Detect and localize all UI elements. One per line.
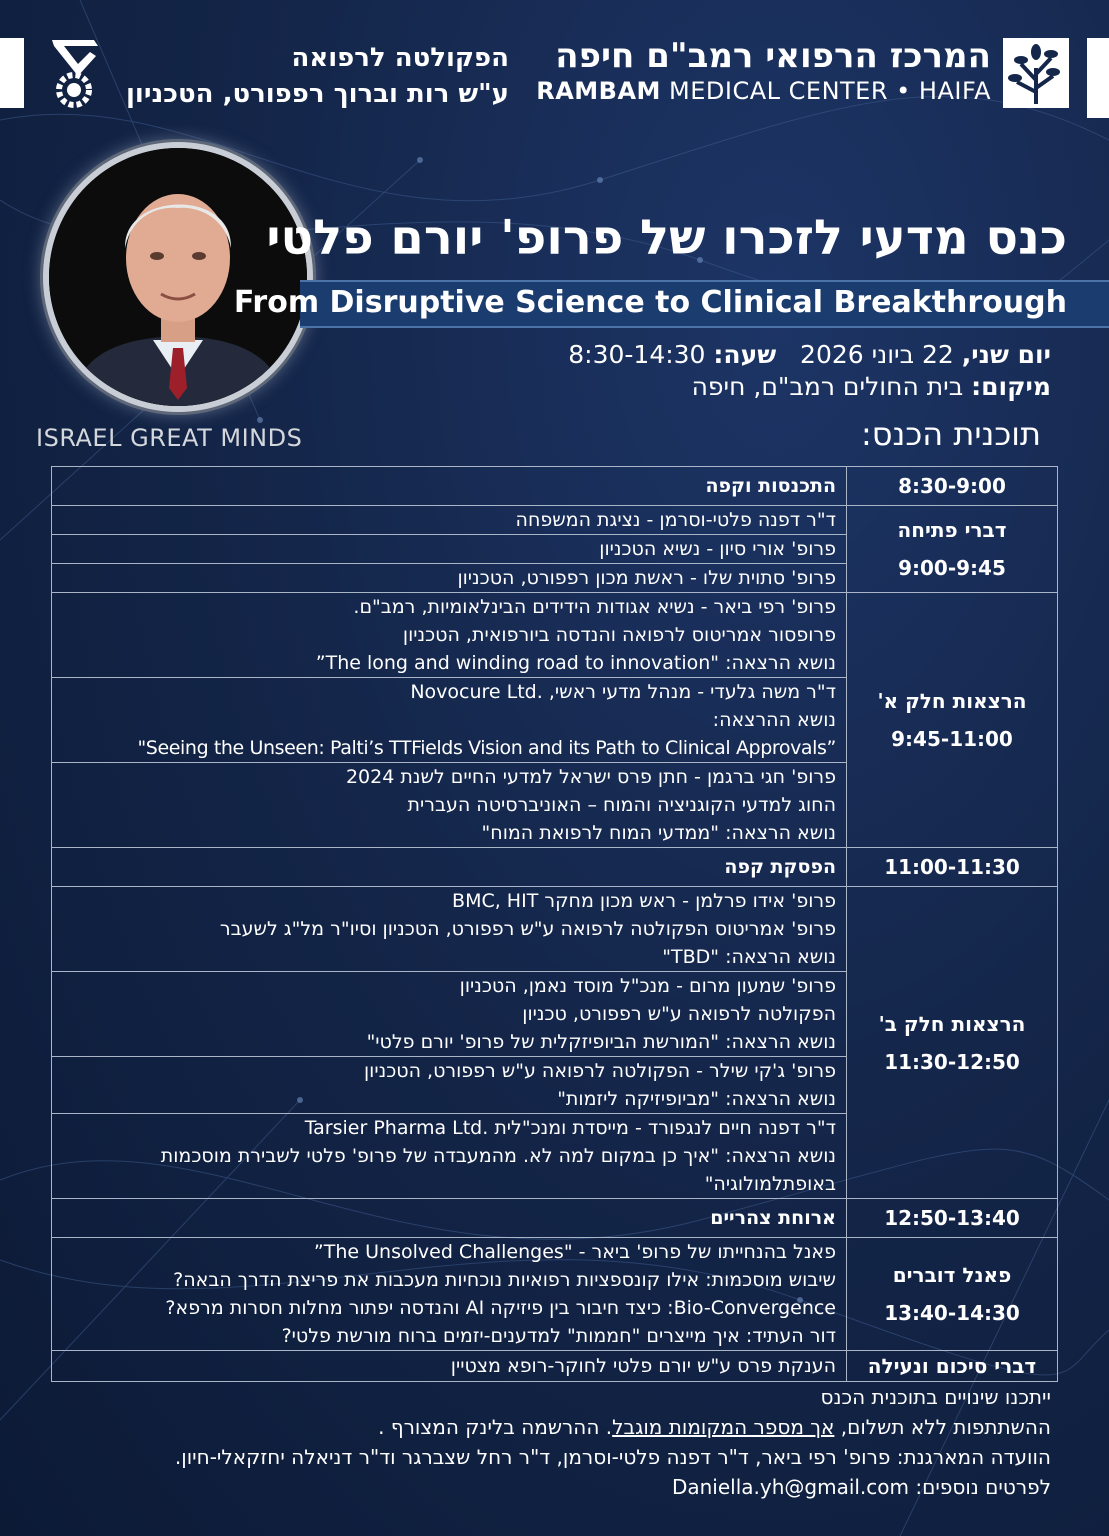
time-range: 8:30-9:00 bbox=[898, 474, 1006, 498]
session-label: הרצאות חלק א' bbox=[877, 689, 1027, 713]
right-edge-bar bbox=[1087, 38, 1109, 118]
content-cell bbox=[52, 1114, 847, 1199]
time-cell bbox=[847, 1238, 1058, 1351]
content-cell bbox=[52, 506, 847, 535]
schedule-table bbox=[51, 466, 1058, 1382]
speaker-line: פרופ' אידו פרלמן - ראש מכון מחקר BMC, HIT bbox=[452, 890, 836, 912]
registration-text: ההשתתפות ללא תשלום, bbox=[834, 1415, 1051, 1439]
rambam-tree-logo-icon bbox=[1003, 38, 1069, 108]
content-cell bbox=[52, 1057, 847, 1114]
event-date: 22 ביוני 2026 bbox=[800, 340, 962, 369]
time-range: 11:00-11:30 bbox=[884, 855, 1020, 879]
speaker-line: ד"ר דפנה חיים לנגפורד - מייסדת ומנכ"לית .Tarsier Pharma Ltd bbox=[304, 1117, 836, 1139]
time-cell bbox=[847, 848, 1058, 887]
time-cell bbox=[847, 887, 1058, 1199]
speaker-line: פרופ' חגי ברגמן - חתן פרס ישראל למדעי החיים לשנת 2024 bbox=[345, 766, 836, 788]
table-row bbox=[52, 593, 1058, 678]
time-range: 13:40-14:30 bbox=[884, 1301, 1020, 1325]
session-label: פאנל דוברים bbox=[892, 1263, 1012, 1287]
panel-line: דור העתיד: איך מייצרים "חממות" למדענים-יזמים ברוח מורשת פלטי? bbox=[281, 1325, 836, 1347]
contact-email[interactable]: Daniella.yh@gmail.com bbox=[671, 1475, 910, 1499]
table-row bbox=[52, 506, 1058, 535]
content-cell bbox=[52, 1199, 847, 1238]
event-location-line bbox=[692, 370, 1051, 404]
program-item: ארוחת צהריים bbox=[710, 1207, 836, 1229]
content-cell bbox=[52, 887, 847, 972]
footer-changes-note: ייתכנו שינויים בתוכנית הכנס bbox=[820, 1385, 1051, 1409]
content-cell bbox=[52, 467, 847, 506]
speaker-line: ד"ר משה גלעדי - מנהל מדעי ראשי, .Novocure Ltd bbox=[410, 681, 836, 703]
lecture-topic: נושא הרצאה: "איך כן במקום למה לא. מהמעבדה של פרופ' פלטי לשבירת מוסכמות bbox=[160, 1145, 836, 1167]
content-cell bbox=[52, 1238, 847, 1351]
footer-committee: הוועדה המארגנת: פרופ' רפי ביאר, ד"ר דפנה פלטי-וסרמן, ד"ר רחל שצברגר וד"ר דניאלה יחזקאלי-חיון. bbox=[174, 1445, 1051, 1469]
left-edge-bar bbox=[0, 38, 24, 108]
program-title: תוכנית הכנס: bbox=[860, 415, 1041, 453]
technion-logo-icon bbox=[44, 36, 104, 110]
panel-line: Bio-Convergence: כיצד חיבור בין פיזיקה AI והנדסה יפתור מחלות חסרות מרפא? bbox=[165, 1297, 836, 1319]
speaker-portrait bbox=[43, 142, 313, 412]
speaker-line: פרופ' אורי סיון - נשיא הטכניון bbox=[599, 538, 836, 560]
session-label: דברי פתיחה bbox=[897, 518, 1007, 542]
day-label: יום שני, bbox=[961, 340, 1051, 369]
content-cell bbox=[52, 763, 847, 848]
time-label: שעה: bbox=[713, 340, 777, 369]
time-cell bbox=[847, 593, 1058, 848]
speaker-line: פרופ' אמריטוס הפקולטה לרפואה ע"ש רפפורט, הטכניון וסיו"ר מל"ג לשעבר bbox=[219, 918, 836, 940]
footer-registration-note bbox=[175, 1412, 1051, 1442]
technion-line-1: הפקולטה לרפואה bbox=[291, 43, 509, 73]
content-cell bbox=[52, 564, 847, 593]
lecture-topic: נושא הרצאה: "TBD" bbox=[662, 946, 836, 968]
session-label: הרצאות חלק ב' bbox=[878, 1011, 1026, 1036]
content-cell bbox=[52, 535, 847, 564]
table-row bbox=[52, 1199, 1058, 1238]
lecture-topic-label: נושא ההרצאה: bbox=[712, 709, 836, 731]
panel-line: פאנל בהנחייתו של פרופ' ביאר - "The Unsolved Challenges” bbox=[313, 1241, 836, 1263]
technion-faculty-name bbox=[126, 40, 509, 112]
location-label: מיקום: bbox=[971, 372, 1051, 401]
footer-notes bbox=[175, 1382, 1051, 1502]
technion-line-2: ע"ש רות וברוך רפפורט, הטכניון bbox=[125, 79, 509, 109]
contact-label: לפרטים נוספים: bbox=[909, 1475, 1051, 1499]
rambam-name-block bbox=[536, 36, 991, 106]
time-cell bbox=[847, 1199, 1058, 1238]
rambam-name-hebrew: המרכז הרפואי רמב"ם חיפה bbox=[555, 36, 991, 76]
panel-line: שיבוש מוסכמות: אילו קונספציות רפואיות נוכחיות מעכבות את פריצת הדרך הבאה? bbox=[173, 1269, 836, 1291]
lecture-topic: באופתלמולוגיה" bbox=[704, 1173, 836, 1195]
content-cell bbox=[52, 848, 847, 887]
title-english: From Disruptive Science to Clinical Breakthrough bbox=[233, 285, 1067, 320]
table-row bbox=[52, 467, 1058, 506]
limited-seats-text: אך מספר המקומות מוגבל bbox=[612, 1415, 835, 1439]
event-location: בית החולים רמב"ם, חיפה bbox=[691, 372, 972, 401]
content-cell bbox=[52, 593, 847, 678]
title-hebrew: כנס מדעי לזכרו של פרופ' יורם פלטי bbox=[266, 210, 1067, 266]
table-row bbox=[52, 848, 1058, 887]
table-row bbox=[52, 1351, 1058, 1382]
program-item: התכנסות וקפה bbox=[705, 475, 836, 497]
speaker-line: פרופ' שמעון מרום - מנכ"ל מוסד נאמן, הטכניון bbox=[459, 975, 836, 997]
session-label: דברי סיכום ונעילה bbox=[867, 1354, 1037, 1378]
time-range: 12:50-13:40 bbox=[884, 1206, 1020, 1230]
content-cell bbox=[52, 678, 847, 763]
portrait-illustration bbox=[49, 148, 307, 406]
lecture-topic: נושא הרצאה: "המורשת הביופיזקלית של פרופ' יורם פלטי" bbox=[366, 1031, 836, 1053]
program-item: הפסקת קפה bbox=[724, 856, 836, 878]
time-range: 11:30-12:50 bbox=[884, 1049, 1020, 1074]
lecture-topic: נושא הרצאה: "מביופיזיקה ליזמות" bbox=[557, 1088, 836, 1110]
rambam-name-english bbox=[536, 76, 991, 106]
rambam-en-bold: RAMBAM bbox=[536, 77, 661, 105]
footer-contact bbox=[175, 1472, 1051, 1502]
speaker-line: החוג למדעי הקוגניציה והמוח – האוניברסיטה העברית bbox=[407, 794, 836, 816]
speaker-line: הפקולטה לרפואה ע"ש רפפורט, טכניון bbox=[522, 1003, 836, 1025]
speaker-line: פרופ' סתוית שלו - ראשת מכון רפפורט, הטכניון bbox=[457, 567, 836, 589]
portrait-caption: ISRAEL GREAT MINDS bbox=[36, 424, 303, 452]
speaker-line: פרופ' ג'קי שילר - הפקולטה לרפואה ע"ש רפפורט, הטכניון bbox=[364, 1060, 836, 1082]
program-item: הענקת פרס ע"ש יורם פלטי לחוקר-רופא מצטיין bbox=[450, 1355, 836, 1377]
time-cell bbox=[847, 506, 1058, 593]
rambam-en-rest: MEDICAL CENTER • HAIFA bbox=[660, 77, 991, 105]
content-cell bbox=[52, 972, 847, 1057]
registration-link-text: . ההרשמה בלינק המצורף . bbox=[378, 1415, 613, 1439]
time-cell bbox=[847, 1351, 1058, 1382]
event-time: 8:30-14:30 bbox=[568, 340, 714, 369]
content-cell bbox=[52, 1351, 847, 1382]
speaker-line: ד"ר דפנה פלטי-וסרמן - נציגת המשפחה bbox=[515, 509, 836, 531]
time-range: 9:45-11:00 bbox=[891, 727, 1013, 751]
lecture-topic: נושא הרצאה: "ממדעי המוח לרפואת המוח" bbox=[481, 822, 836, 844]
table-row bbox=[52, 1238, 1058, 1351]
table-row bbox=[52, 887, 1058, 972]
lecture-topic: נושא הרצאה: "The long and winding road to innovation” bbox=[315, 652, 836, 674]
speaker-line: פרופ' רפי ביאר - נשיא אגודות הידידים הבינלאומיות, רמב"ם. bbox=[353, 596, 836, 618]
time-cell bbox=[847, 467, 1058, 506]
speaker-line: פרופסור אמריטוס לרפואה והנדסה ביורפואית, הטכניון bbox=[402, 624, 836, 646]
event-date-line bbox=[568, 338, 1051, 372]
lecture-topic: "Seeing the Unseen: Palti’s TTFields Vision and its Path to Clinical Approvals” bbox=[137, 737, 836, 759]
time-range: 9:00-9:45 bbox=[898, 556, 1006, 580]
